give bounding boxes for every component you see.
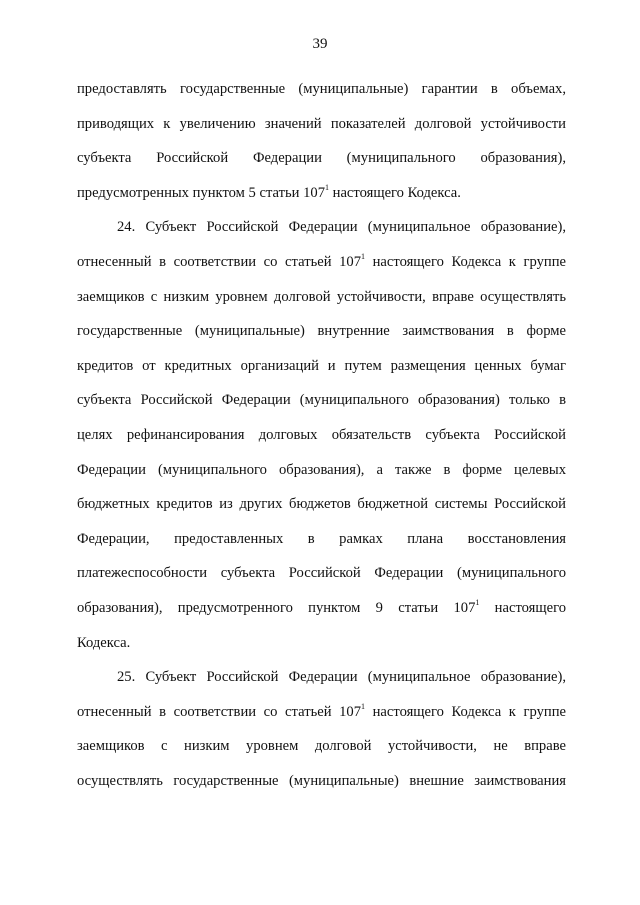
text-segment: Федерации, предоставленных в рамках плана восстановления [77, 530, 566, 547]
text-line [77, 349, 566, 384]
text-segment: субъекта Российской Федерации (муниципального образования), [77, 150, 566, 167]
superscript: 1 [361, 251, 366, 261]
text-line [77, 660, 566, 695]
text-line [77, 72, 566, 107]
text-segment: настоящего Кодекса к группе [365, 253, 566, 270]
text-segment: предоставлять государственные (муниципальные) гарантии в объемах, [77, 81, 566, 97]
text-segment: осуществлять государственные (муниципальные) внешние заимствования [77, 772, 566, 789]
text-line [77, 280, 566, 315]
text-segment: кредитов от кредитных организаций и путем размещения ценных бумаг [77, 357, 566, 374]
text-line [77, 626, 566, 661]
text-segment: отнесенный в соответствии со статьей 107 [77, 703, 362, 720]
text-line [77, 418, 566, 453]
text-line [77, 245, 566, 280]
text-segment: настоящего Кодекса. [329, 184, 461, 201]
text-line [77, 176, 566, 211]
text-line [77, 107, 566, 142]
text-line [77, 314, 566, 349]
text-line [77, 695, 566, 730]
text-line [77, 522, 566, 557]
text-line [77, 453, 566, 488]
text-line [77, 141, 566, 176]
superscript: 1 [325, 182, 329, 192]
text-line [77, 729, 566, 764]
text-line [77, 210, 566, 245]
text-segment: настоящего Кодекса к группе [365, 703, 566, 720]
superscript: 1 [475, 597, 480, 607]
text-line [77, 556, 566, 591]
text-segment: Кодекса. [77, 634, 131, 651]
text-segment: приводящих к увеличению значений показателей долговой устойчивости [77, 115, 566, 132]
superscript: 1 [361, 701, 366, 711]
text-segment: бюджетных кредитов из других бюджетов бюджетной системы Российской [77, 496, 566, 513]
text-segment: государственные (муниципальные) внутренние заимствования в форме [77, 323, 566, 340]
text-segment: предусмотренных пунктом 5 статьи 107 [77, 184, 325, 201]
text-segment: заемщиков с низким уровнем долговой устойчивости, вправе осуществлять [77, 288, 566, 305]
text-segment: настоящего [479, 599, 566, 616]
text-segment: целях рефинансирования долговых обязательств субъекта Российской [77, 426, 566, 443]
text-segment: 25. Субъект Российской Федерации (муниципальное образование), [117, 669, 566, 686]
text-segment: отнесенный в соответствии со статьей 107 [77, 253, 362, 270]
page-number: 39 [312, 36, 328, 52]
text-line [77, 591, 566, 626]
text-line [77, 764, 566, 799]
text-segment: 24. Субъект Российской Федерации (муниципальное образование), [117, 219, 566, 236]
text-line [77, 383, 566, 418]
text-segment: заемщиков с низким уровнем долговой устойчивости, не вправе [77, 738, 566, 755]
body-text [77, 72, 566, 798]
text-line [77, 487, 566, 522]
text-segment: образования), предусмотренного пунктом 9 статьи 107 [77, 599, 476, 616]
text-segment: субъекта Российской Федерации (муниципального образования) только в [77, 392, 566, 409]
text-segment: Федерации (муниципального образования), а также в форме целевых [77, 461, 566, 478]
text-segment: платежеспособности субъекта Российской Федерации (муниципального [77, 565, 566, 582]
